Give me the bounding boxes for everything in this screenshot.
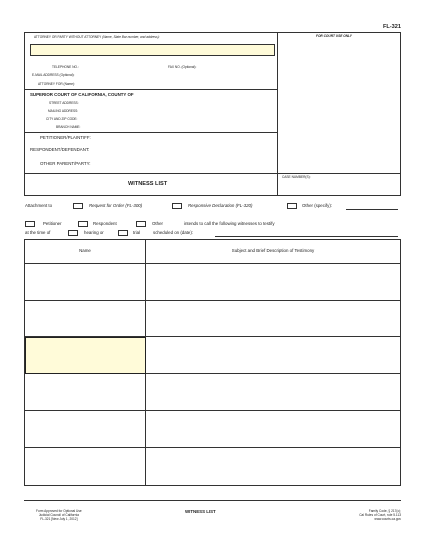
witness-table xyxy=(24,239,401,486)
attorney-name-field[interactable] xyxy=(30,44,275,56)
witness-name-field-2[interactable] xyxy=(25,301,146,337)
header-divider-vertical xyxy=(277,32,278,196)
case-number-label: CASE NUMBER(S): xyxy=(282,175,311,179)
respondent-label: RESPONDENT/DEFENDANT: xyxy=(30,147,90,152)
witness-testimony-field-3[interactable] xyxy=(146,337,401,374)
hearing-label: hearing or xyxy=(84,230,104,235)
checkbox-trial[interactable] xyxy=(118,230,128,236)
court-title: SUPERIOR COURT OF CALIFORNIA, COUNTY OF xyxy=(30,92,134,97)
intends-text: intends to call the following witnesses to testify xyxy=(184,221,275,226)
attorney-for-label: ATTORNEY FOR (Name): xyxy=(38,82,76,86)
branch-label: BRANCH NAME: xyxy=(56,125,81,129)
checkbox-petitioner[interactable] xyxy=(25,221,35,227)
checkbox-other-party[interactable] xyxy=(136,221,146,227)
city-label: CITY AND ZIP CODE: xyxy=(46,117,78,121)
mailing-label: MAILING ADDRESS: xyxy=(48,109,79,113)
footer-rule xyxy=(24,500,401,501)
table-header-name: Name xyxy=(25,240,146,264)
footer-citations: Family Code, § 217(c); Cal Rules of Court, rule 5.113 www.courts.ca.gov xyxy=(359,509,401,522)
witness-name-field-5[interactable] xyxy=(25,411,146,448)
trial-label: trial xyxy=(133,230,141,235)
witness-name-field-3[interactable] xyxy=(25,337,146,374)
witness-name-field-4[interactable] xyxy=(25,374,146,411)
checkbox-hearing[interactable] xyxy=(68,230,78,236)
divider xyxy=(24,173,401,174)
fax-label: FAX NO. (Optional): xyxy=(168,65,197,69)
witness-name-field-1[interactable] xyxy=(25,264,146,301)
divider xyxy=(24,89,277,90)
checkbox-responsive-declaration[interactable] xyxy=(172,203,182,209)
form-id: FL-321 xyxy=(382,24,401,30)
party-option-label: Respondent xyxy=(93,221,117,226)
date-underline xyxy=(215,236,398,237)
court-use-label: FOR COURT USE ONLY xyxy=(316,34,352,38)
witness-testimony-field-5[interactable] xyxy=(146,411,401,448)
attachment-prefix: Attachment to xyxy=(25,203,53,208)
petitioner-label: PETITIONER/PLAINTIFF: xyxy=(40,135,91,140)
witness-testimony-field-4[interactable] xyxy=(146,374,401,411)
witness-testimony-field-2[interactable] xyxy=(146,301,401,337)
witness-testimony-field-6[interactable] xyxy=(146,448,401,486)
checkbox-other-attachment[interactable] xyxy=(287,203,297,209)
header-box xyxy=(24,32,401,196)
footer-approval: Form Approved for Optional Use Judicial Council of California FL-321 [New July 1, 2012] xyxy=(36,509,82,522)
telephone-label: TELEPHONE NO.: xyxy=(52,65,79,69)
attachment-option-label: Request for Order (FL-300) xyxy=(89,203,143,208)
party-option-label: Other xyxy=(152,221,163,226)
checkbox-request-for-order[interactable] xyxy=(73,203,83,209)
at-time-text: at the time of xyxy=(25,230,51,235)
document-title: WITNESS LIST xyxy=(128,181,168,187)
attachment-option-label: Responsive Declaration (FL-320) xyxy=(188,203,253,208)
other-parent-label: OTHER PARENT/PARTY: xyxy=(40,161,91,166)
checkbox-respondent[interactable] xyxy=(78,221,88,227)
footer-title: WITNESS LIST xyxy=(185,509,216,514)
attorney-label: ATTORNEY OR PARTY WITHOUT ATTORNEY (Name, State Bar number, and address): xyxy=(34,35,160,39)
email-label: E-MAIL ADDRESS (Optional): xyxy=(32,73,75,77)
attachment-option-label: Other (specify): xyxy=(302,203,333,208)
party-option-label: Petitioner xyxy=(43,221,62,226)
witness-testimony-field-1[interactable] xyxy=(146,264,401,301)
witness-name-field-6[interactable] xyxy=(25,448,146,486)
table-header-subject: Subject and Brief Description of Testimony xyxy=(146,240,401,264)
scheduled-text: scheduled on (date): xyxy=(153,230,194,235)
specify-underline xyxy=(346,209,398,210)
street-label: STREET ADDRESS: xyxy=(49,101,79,105)
divider xyxy=(24,132,277,133)
